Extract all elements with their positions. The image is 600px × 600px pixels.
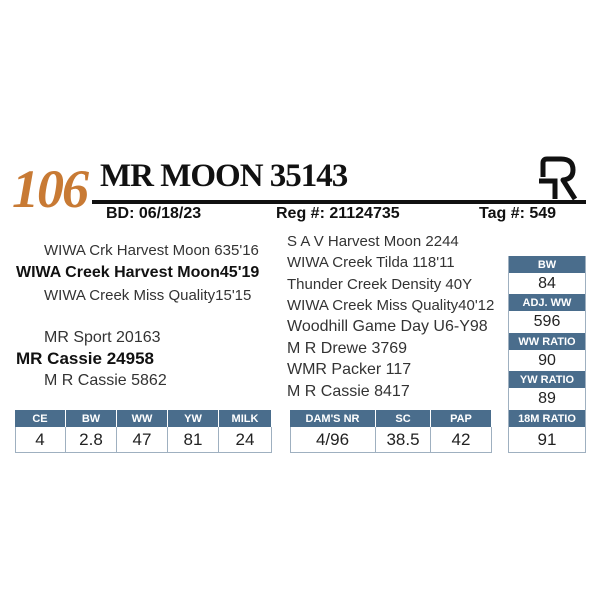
side-stat-value: 89	[538, 389, 556, 407]
dam-header-nr: DAM'S NR	[290, 410, 375, 427]
side-stat-label: YW RATIO	[509, 371, 585, 388]
epd-value-bw: 2.8	[79, 429, 103, 449]
dam-dam: M R Cassie 5862	[44, 372, 167, 389]
epd-value-ce: 4	[35, 429, 45, 449]
animal-name: MR MOON 35143	[100, 158, 348, 194]
table-divider	[218, 427, 219, 452]
pedigree-right-1: S A V Harvest Moon 2244	[287, 233, 459, 250]
side-stat-value: 90	[538, 351, 556, 369]
side-stat-label: WW RATIO	[509, 333, 585, 350]
epd-header-yw: YW	[168, 410, 218, 427]
birth-date: BD: 06/18/23	[106, 205, 202, 222]
side-column-border	[508, 256, 509, 452]
table-divider	[290, 427, 291, 452]
header-rule	[92, 200, 586, 204]
side-stat-value: 596	[533, 312, 561, 330]
side-stat-ww-ratio	[509, 333, 585, 371]
pedigree-right-4: WIWA Creek Miss Quality40'12	[287, 297, 495, 314]
pedigree-right-6: M R Drewe 3769	[287, 340, 408, 357]
table-divider	[290, 452, 492, 453]
epd-header-ww: WW	[117, 410, 167, 427]
ratio-18m-header: 18M RATIO	[509, 410, 585, 427]
table-divider	[375, 427, 376, 452]
dam-value-pap: 42	[451, 429, 471, 449]
dam: MR Cassie 24958	[16, 349, 154, 368]
dam-header-pap: PAP	[431, 410, 491, 427]
table-divider	[65, 427, 66, 452]
pedigree-right-2: WIWA Creek Tilda 118'11	[287, 254, 455, 271]
registration-number: Reg #: 21124735	[276, 205, 400, 222]
brand-logo-icon	[537, 155, 587, 203]
epd-value-milk: 24	[235, 429, 255, 449]
table-divider	[430, 427, 431, 452]
pedigree-right-5: Woodhill Game Day U6-Y98	[287, 318, 488, 335]
sire-dam: WIWA Creek Miss Quality15'15	[44, 287, 252, 304]
table-divider	[491, 427, 492, 452]
sire: WIWA Creek Harvest Moon45'19	[16, 264, 260, 281]
dam-value-nr: 4/96	[315, 429, 350, 449]
sire-sire: WIWA Crk Harvest Moon 635'16	[44, 242, 259, 259]
table-divider	[15, 427, 16, 452]
ratio-18m-value: 91	[537, 429, 557, 449]
tag-number: Tag #: 549	[479, 205, 557, 222]
table-divider	[271, 427, 272, 452]
epd-header-ce: CE	[15, 410, 65, 427]
side-stat-label: BW	[509, 256, 585, 273]
epd-header-bw: BW	[66, 410, 116, 427]
side-stat-bw	[509, 256, 585, 294]
side-column-border	[508, 452, 586, 453]
table-divider	[15, 452, 272, 453]
table-divider	[116, 427, 117, 452]
side-stat-value: 84	[538, 274, 556, 292]
side-stat-label: ADJ. WW	[509, 294, 585, 311]
side-stat-adj-ww	[509, 294, 585, 332]
pedigree-right-7: WMR Packer 117	[287, 361, 412, 378]
dam-sire: MR Sport 20163	[44, 329, 161, 346]
pedigree-right-8: M R Cassie 8417	[287, 383, 410, 400]
epd-value-ww: 47	[132, 429, 152, 449]
side-stat-yw-ratio	[509, 371, 585, 409]
side-column-border	[585, 256, 586, 452]
epd-value-yw: 81	[183, 429, 203, 449]
table-divider	[167, 427, 168, 452]
epd-header-milk: MILK	[219, 410, 271, 427]
dam-header-sc: SC	[376, 410, 430, 427]
pedigree-right-3: Thunder Creek Density 40Y	[287, 276, 473, 293]
lot-number: 106	[12, 159, 87, 219]
dam-value-sc: 38.5	[386, 429, 420, 449]
